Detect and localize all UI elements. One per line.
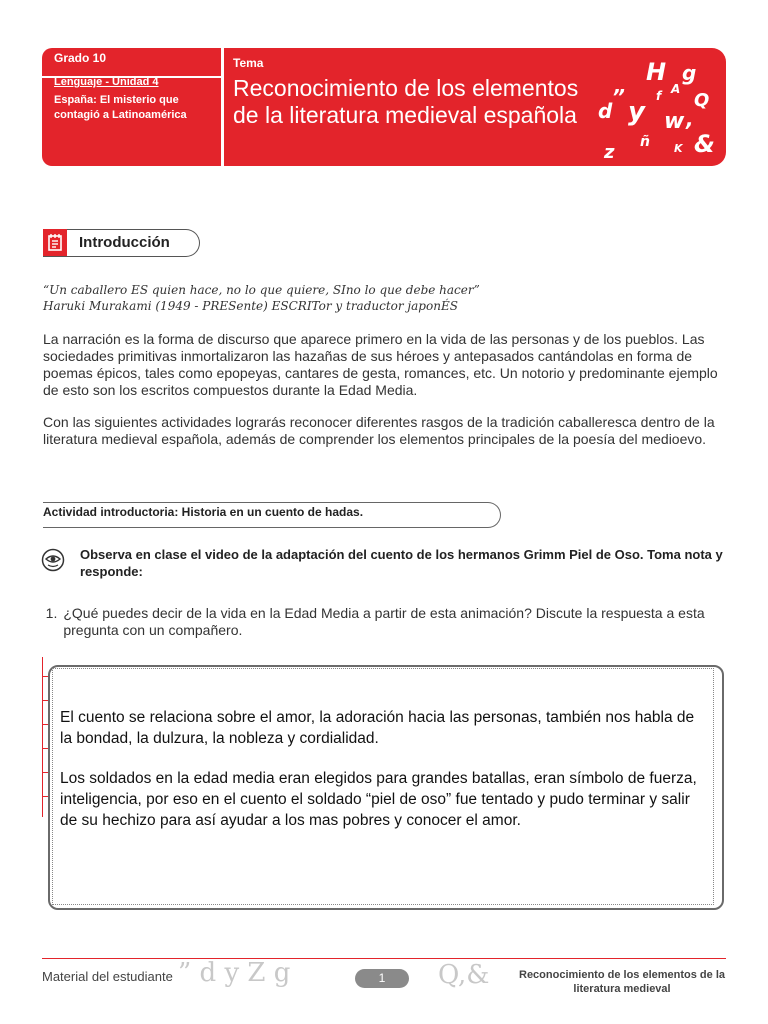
header-unit-panel — [42, 48, 221, 166]
page-title: Reconocimiento de los elementos de la literatura medieval española — [233, 75, 579, 128]
deco-letter: & — [694, 130, 715, 158]
grade-label: Grado 10 — [54, 51, 107, 65]
footer-label: Material del estudiante — [42, 969, 173, 984]
deco-letter: g — [682, 61, 697, 85]
intro-paragraph: Con las siguientes actividades lograrás reconocer diferentes rasgos de la tradición caballeresca dentro de la literatura medieval española, además de comprender los elementos principales de la poesía del medioevo. — [43, 414, 715, 447]
answer-paragraph: Los soldados en la edad media eran elegidos para grandes batallas, eran símbolo de fuerza, inteligencia, por eso en el cuento el soldado “piel de oso” fue tentado y pudo terminar y salir de su hechizo para así ayudar a los mas pobres y conocer el amor. — [60, 770, 697, 829]
footer-title: Reconocimiento de los elementos de la literatura medieval — [519, 969, 725, 995]
footer-decorative-letters-icon: Q,& — [438, 960, 490, 990]
decorative-letters-icon — [586, 48, 726, 166]
footer-divider — [42, 958, 726, 959]
quote-author: Haruki Murakami (1949 - PRESente) ESCRITor y traductor japonÉS — [43, 299, 458, 313]
deco-letter: ñ — [640, 134, 650, 150]
question-text: ¿Qué puedes decir de la vida en la Edad Media a partir de esta animación? Discute la respuesta a esta pregunta con un compañero. — [63, 605, 705, 638]
deco-letter: K — [674, 142, 683, 155]
margin-line — [42, 657, 43, 817]
answer-paragraph: El cuento se relaciona sobre el amor, la adoración hacia las personas, también nos habla de la bondad, la dulzura, la nobleza y cordialidad. — [60, 709, 695, 747]
deco-letter: d — [598, 99, 613, 123]
page-number: 1 — [355, 969, 409, 988]
intro-heading: Introducción — [79, 234, 170, 251]
notebook-icon — [43, 229, 67, 256]
deco-letter: H — [646, 58, 667, 86]
unit-subtitle: España: El misterio que contagió a Latinoamérica — [54, 94, 187, 121]
deco-letter: w — [664, 109, 685, 134]
activity-title: Actividad introductoria: Historia en un cuento de hadas. — [43, 505, 364, 519]
deco-letter: A — [671, 82, 681, 96]
video-watch-icon — [41, 548, 65, 572]
deco-letter: Q — [694, 90, 710, 111]
header-title-panel — [224, 48, 726, 166]
epigraph-quote — [43, 282, 603, 314]
deco-letter: f — [656, 89, 662, 103]
question-item — [38, 605, 728, 639]
footer-decorative-letters-icon: ” d y Z g — [178, 958, 291, 988]
tema-label: Tema — [233, 56, 264, 70]
deco-letter: z — [604, 142, 615, 163]
intro-paragraph: La narración es la forma de discurso que aparece primero en la vida de las personas y de los pueblos. Las sociedades primitivas inmortalizaron las hazañas de sus héroes y antepasados cantándolas en forma de poemas épicos, tales como epopeyas, cantares de gesta, romances, etc. Un notorio y predominante ejemplo de esto son los escritos compuestos durante la Edad Media. — [43, 331, 718, 398]
deco-letter: , — [686, 107, 694, 131]
quote-line: “Un caballero ES quien hace, no lo que quiere, SIno lo que debe hacer” — [43, 283, 480, 297]
question-number: 1. — [45, 605, 58, 621]
unit-link[interactable]: Lenguaje - Unidad 4 — [54, 76, 159, 88]
activity-instruction: Observa en clase el video de la adaptación del cuento de los hermanos Grimm Piel de Oso. Toma nota y responde: — [80, 547, 723, 579]
deco-letter: ” — [612, 85, 625, 109]
deco-letter: y — [628, 97, 645, 127]
